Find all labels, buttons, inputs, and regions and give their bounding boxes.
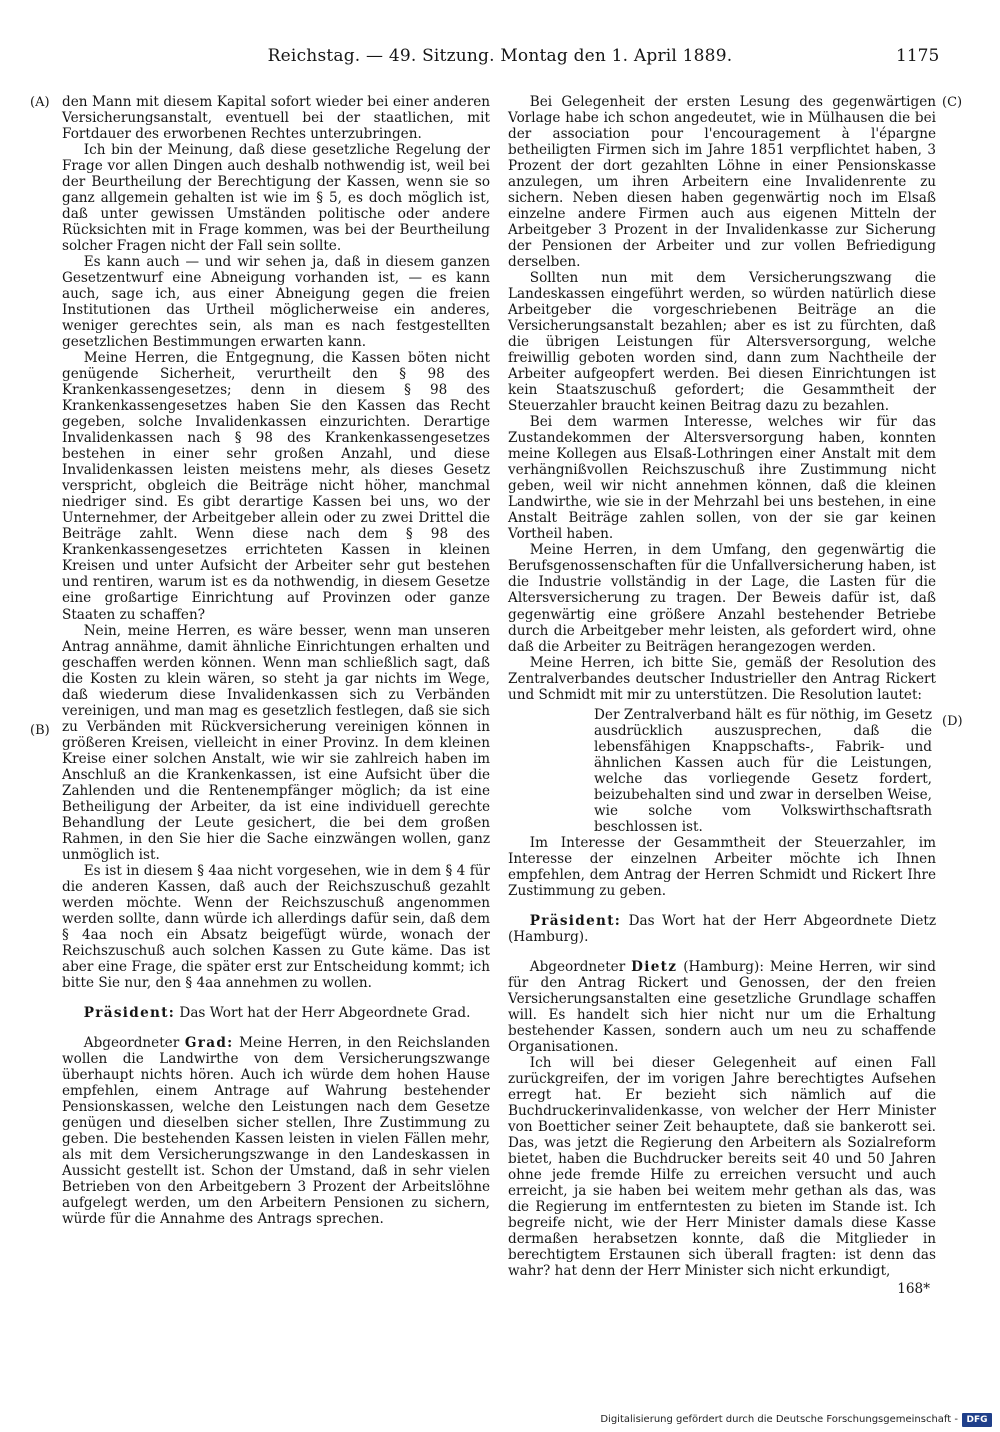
paragraph: den Mann mit diesem Kapital sofort wieder bei einer anderen Versicherungsanstalt, eventuell bei der staatlichen, mit Fortdauer des erworbenen Rechtes unterzubringen. <box>62 94 490 143</box>
paragraph: Meine Herren, die Entgegnung, die Kassen böten nicht genügende Sicherheit, verurtheilt den § 98 des Krankenkassengesetzes; denn in diesem § 98 des Krankenkassengesetzes haben Sie den Kassen das Recht gegeben, solche Invalidenkassen einzurichten. Derartige Invalidenkassen nach § 98 des Krankenkassengesetzes bestehen in einer sehr großen Anzahl, und diese Invalidenkassen leisten meistens mehr, als dieses Gesetz verspricht, obgleich die Beiträge nicht höher, manchmal niedriger sind. Es gibt derartige Kassen bei uns, wo der Unternehmer, der Arbeitgeber allein oder zu zwei Drittel die Beiträge zahlt. Wenn diese nach dem § 98 des Krankenkassengesetzes errichteten Kassen in kleinen Kreisen und unter Aufsicht der Arbeiter sehr gut bestehen und rentiren, warum ist es da nothwendig, in diesem Gesetze eine großartige Einrichtung auf Provinzen oder ganze Staaten zu schaffen? <box>62 350 490 623</box>
page-number: 1175 <box>896 46 940 66</box>
speaker-title: Abgeordneter <box>529 958 626 975</box>
margin-marker-d: (D) <box>942 714 963 729</box>
paragraph: Bei dem warmen Interesse, welches wir für das Zustandekommen der Altersversorgung haben, konnten meine Kollegen aus Elsaß-Lothringen einer Anstalt mit dem verhängnißvollen Reichszuschuß ihre Zustimmung nicht geben, weil wir nicht annehmen können, daß die kleinen Landwirthe, wie sie in der Mehrzahl bei uns bestehen, in eine Anstalt Beiträge zahlen sollen, von der sie gar keinen Vortheil haben. <box>508 414 936 543</box>
resolution-quote: Der Zentralverband hält es für nöthig, im Gesetz ausdrücklich auszusprechen, daß die lebensfähigen Knappschafts-, Fabrik- und ähnlichen Kassen auch für die Leistungen, welche das vorliegende Gesetz fordert, beizubehalten sind und zwar in derselben Weise, wie solche vom Volkswirthschaftsrath beschlossen ist. <box>594 706 932 835</box>
speaker-name: Präsident: <box>83 1004 176 1021</box>
paragraph: Ich will bei dieser Gelegenheit auf einen Fall zurückgreifen, der im vorigen Jahre berechtigtes Aufsehen erregt hat. Er bezieht sich nämlich auf die Buchdruckerinvalidenkasse, von welcher der Herr Minister von Boetticher seiner Zeit behauptete, daß sie bankerott sei. Das, was jetzt die Regierung den Arbeitern als Sozialreform bietet, haben die Buchdrucker bereits seit 40 und 50 Jahren ohne jede fremde Hilfe zu erreichen versucht und auch erreicht, ja sie haben bei weitem mehr gethan als das, was die Regierung im entferntesten zu bieten im Stande ist. Ich begreife nicht, wie der Herr Minister damals diese Kasse dermaßen herabsetzen konnte, daß die Mitglieder in berechtigtem Erstaunen sich überall fragten: ist denn das wahr? hat denn der Herr Minister sich nicht erkundigt, <box>508 1054 936 1280</box>
header-title: Reichstag. — 49. Sitzung. Montag den 1. April 1889. <box>267 46 733 66</box>
footer <box>580 1414 994 1428</box>
president-remark <box>508 913 936 945</box>
speaker-name: Präsident: <box>529 912 622 929</box>
paragraph: Es kann auch — und wir sehen ja, daß in diesem ganzen Gesetzentwurf eine Abneigung vorhanden ist, — es kann auch, sage ich, aus einer Abneigung gegen die freien Institutionen das Urtheil möglicherweise ein anderes, weniger gerechtes sein, als man es nach festgestellten gesetzlichen Bestimmungen erwarten kann. <box>62 254 490 351</box>
right-column <box>508 94 936 1297</box>
speaker-name: Grad: <box>184 1034 234 1051</box>
paragraph: Sollten nun mit dem Versicherungszwang die Landeskassen eingeführt werden, so würden natürlich diese Arbeitgeber die vorgeschriebenen Beiträge an die Versicherungsanstalt bezahlen; aber es ist zu fürchten, daß die übrigen Leistungen für Altersversorgung, welche freiwillig geboten worden sind, dann zum Nachtheile der Arbeiter aufgeopfert werden. Bei diesen Einrichtungen ist kein Staatszuschuß gefordert; die Gesammtheit der Steuerzahler braucht keinen Beitrag dazu zu bezahlen. <box>508 270 936 415</box>
paragraph: Ich bin der Meinung, daß diese gesetzliche Regelung der Frage vor allen Dingen auch deshalb nothwendig ist, weil bei der Beurtheilung der Berechtigung der Kassen, wenn sie so ganz allgemein gehalten ist wie im § 5, es doch möglich ist, daß unter gewissen Umständen politische oder andere Rücksichten mit in Frage kommen, was bei der Beurtheilung solcher Fragen nicht der Fall sein sollte. <box>62 142 490 255</box>
left-column <box>62 94 490 1227</box>
speech-grad <box>62 1035 490 1227</box>
paragraph: Bei Gelegenheit der ersten Lesung des gegenwärtigen Vorlage habe ich schon angedeutet, wie in Mülhausen die bei der association pour l'encouragement à l'épargne betheiligten Firmen sich im Jahre 1851 verpflichtet haben, 3 Prozent der dort gezahlten Löhne in einer Pensionskasse anzulegen, um ihren Arbeitern eine Invalidenrente zu sichern. Neben diesen haben gegenwärtig noch im Elsaß einzelne andere Firmen auch aus eigenen Mitteln der Arbeitgeber 3 Prozent in der Invalidenkasse zur Sicherung der Pensionen der Arbeiter und zur vollen Befriedigung derselben. <box>508 94 936 271</box>
paragraph: Es ist in diesem § 4aa nicht vorgesehen, wie in dem § 4 für die anderen Kassen, daß auch der Reichszuschuß gezahlt werden möchte. Wenn der Reichszuschuß angenommen werden sollte, dann würde ich allerdings dafür sein, daß dem § 4aa noch ein Absatz beigefügt würde, wonach der Reichszuschuß auch solchen Kassen zu Gute käme. Das ist aber eine Frage, die später erst zur Entscheidung kommt; ich bitte Sie nur, den § 4aa annehmen zu wollen. <box>62 862 490 991</box>
speaker-title: Abgeordneter <box>83 1034 180 1051</box>
sheet-signature: 168* <box>897 1281 930 1298</box>
paragraph: Im Interesse der Gesammtheit der Steuerzahler, im Interesse der einzelnen Arbeiter möchte ich Ihnen empfehlen, dem Antrag der Herren Schmidt und Rickert Ihre Zustimmung zu geben. <box>508 834 936 899</box>
speaker-name: Dietz <box>631 958 678 975</box>
page-header <box>0 46 1000 70</box>
speech-text: (Hamburg): Meine Herren, wir sind für den Antrag Rickert und Genossen, der den freien Versicherungsanstalten eine gesetzliche Grundlage schaffen will. Es handelt sich hier nicht nur um die Erhaltung bestehender Kassen, sondern auch um neu zu schaffende Organisationen. <box>508 958 936 1055</box>
speech-text: Das Wort hat der Herr Abgeordnete Grad. <box>179 1004 471 1021</box>
speech-dietz <box>508 959 936 1055</box>
funding-note: Digitalisierung gefördert durch die Deutsche Forschungsgemeinschaft - <box>600 1414 958 1425</box>
paragraph: Meine Herren, ich bitte Sie, gemäß der Resolution des Zentralverbandes deutscher Industrieller den Antrag Rickert und Schmidt mit mir zu unterstützen. Die Resolution lautet: <box>508 654 936 703</box>
margin-marker-b: (B) <box>30 723 50 738</box>
dfg-logo: DFG <box>962 1413 992 1427</box>
speech-text: Meine Herren, in den Reichslanden wollen die Landwirthe von dem Versicherungszwange überhaupt nichts hören. Auch ich würde dem hohen Hause empfehlen, einem Antrage auf Wahrung bestehender Pensionskassen, welche den Leistungen nach dem Gesetze genügen und dieselben sicher stellen, Ihre Zustimmung zu geben. Die bestehenden Kassen leisten in vielen Fällen mehr, als mit dem Versicherungszwange in den Landeskassen in Aussicht gestellt ist. Schon der Umstand, daß in sehr vielen Betrieben von den Arbeitgebern 3 Prozent der Arbeitslöhne aufgelegt werden, um den Arbeitern Pensionen zu sichern, würde für die Annahme des Antrags sprechen. <box>62 1034 490 1228</box>
speech-text: Das Wort hat der Herr Abgeordnete Dietz (Hamburg). <box>508 912 936 945</box>
paragraph: Meine Herren, in dem Umfang, den gegenwärtig die Berufsgenossenschaften für die Unfallversicherung haben, ist die Industrie vollständig in der Lage, die Lasten für die Altersversicherung zu tragen. Der Beweis dafür ist, daß gegenwärtig eine größere Anzahl bestehender Betriebe durch die Arbeitgeber mehr leisten, als gefordert wird, ohne daß die Arbeiter zu Beiträgen herangezogen werden. <box>508 542 936 655</box>
president-remark <box>62 1005 490 1021</box>
paragraph: Nein, meine Herren, es wäre besser, wenn man unseren Antrag annähme, damit ähnliche Einrichtungen erhalten und geschaffen werden können. Wenn man schließlich sagt, daß die Kosten zu klein wären, so steht ja gar nichts im Wege, daß wiederum diese Invalidenkassen sich zu Verbänden vereinigen, und man mag es gesetzlich festlegen, daß sie sich zu Verbänden mit Rückversicherung vereinigen können in größeren Kreisen, vielleicht in einer Provinz. In dem kleinen Kreise einer solchen Anstalt, wie wir sie zahlreich haben im Anschluß an die Krankenkassen, ist eine Aufsicht über die Zahlenden und die Rentenempfänger möglich; da ist eine Betheiligung der Arbeiter, da ist eine individuell gerechte Behandlung der Leute gesichert, die bei dem großen Rahmen, in den Sie hier die Sache einzwängen wollen, ganz unmöglich ist. <box>62 622 490 863</box>
margin-marker-a: (A) <box>30 95 50 110</box>
margin-marker-c: (C) <box>942 95 963 110</box>
